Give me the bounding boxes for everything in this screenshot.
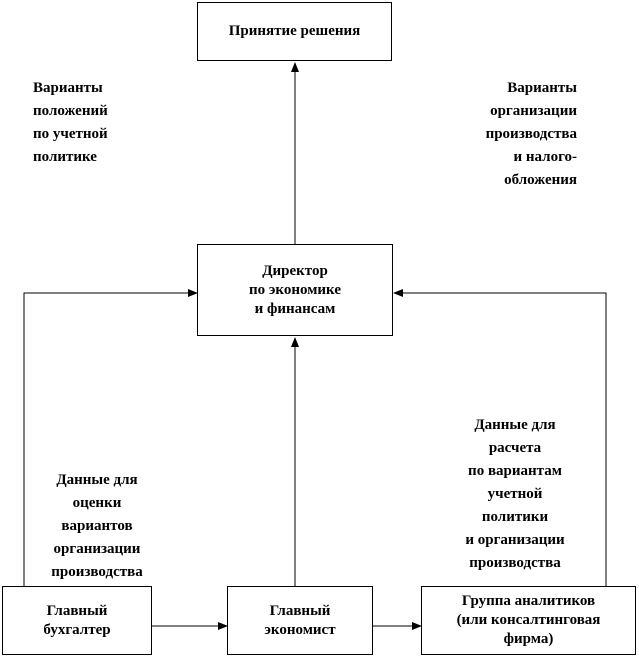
calculation-data-line-5: политики [481,509,549,525]
decision-line-1: Принятие решения [228,23,361,39]
chief-economist-line-2: экономист [264,621,336,638]
production-data-line-3: вариантов [61,518,133,534]
analysts-line-1: Группа аналитиков [461,593,596,609]
director-line-3: и финансам [254,300,336,317]
production-data-line-2: оценки [72,495,122,511]
production-data-line-4: организации [53,541,141,557]
accounting-policy-variants-line-3: по учетной [33,126,108,142]
calculation-data-line-2: расчета [488,440,542,456]
production-tax-variants-line-4: и налого- [513,149,577,165]
analysts-line-2: (или консалтинговая [456,612,601,628]
calculation-data-line-7: производства [469,555,561,571]
director-line-1: Директор [262,262,328,279]
production-tax-variants-line-5: обложения [504,172,577,188]
director-line-2: по экономике [249,281,341,298]
chief-accountant-line-1: Главный [46,602,108,619]
calculation-data-line-3: по вариантам [468,463,562,479]
chief-economist-box [227,586,373,655]
production-tax-variants-line-1: Варианты [507,80,577,96]
production-data-line-1: Данные для [56,472,138,488]
production-data-label [28,469,166,584]
calculation-data-line-6: и организации [465,532,565,548]
accounting-policy-variants-line-4: политике [33,149,97,165]
calculation-data-label [440,414,590,575]
accounting-policy-variants-line-2: положений [33,103,108,119]
chief-accountant-box [2,586,152,655]
analysts-box [421,586,636,655]
production-tax-variants-line-2: организации [490,103,577,119]
decision-box [197,2,392,61]
accounting-policy-variants-line-1: Варианты [33,80,103,96]
calculation-data-line-1: Данные для [474,417,556,433]
calculation-data-line-4: учетной [487,486,543,502]
production-tax-variants-label [440,77,577,192]
director-box [197,244,393,336]
accounting-policy-variants-label [33,77,108,169]
chief-economist-line-1: Главный [269,602,331,619]
analysts-line-3: фирма) [503,631,554,647]
production-tax-variants-line-3: производства [485,126,577,142]
chief-accountant-line-2: бухгалтер [43,621,111,638]
production-data-line-5: производства [51,564,143,580]
